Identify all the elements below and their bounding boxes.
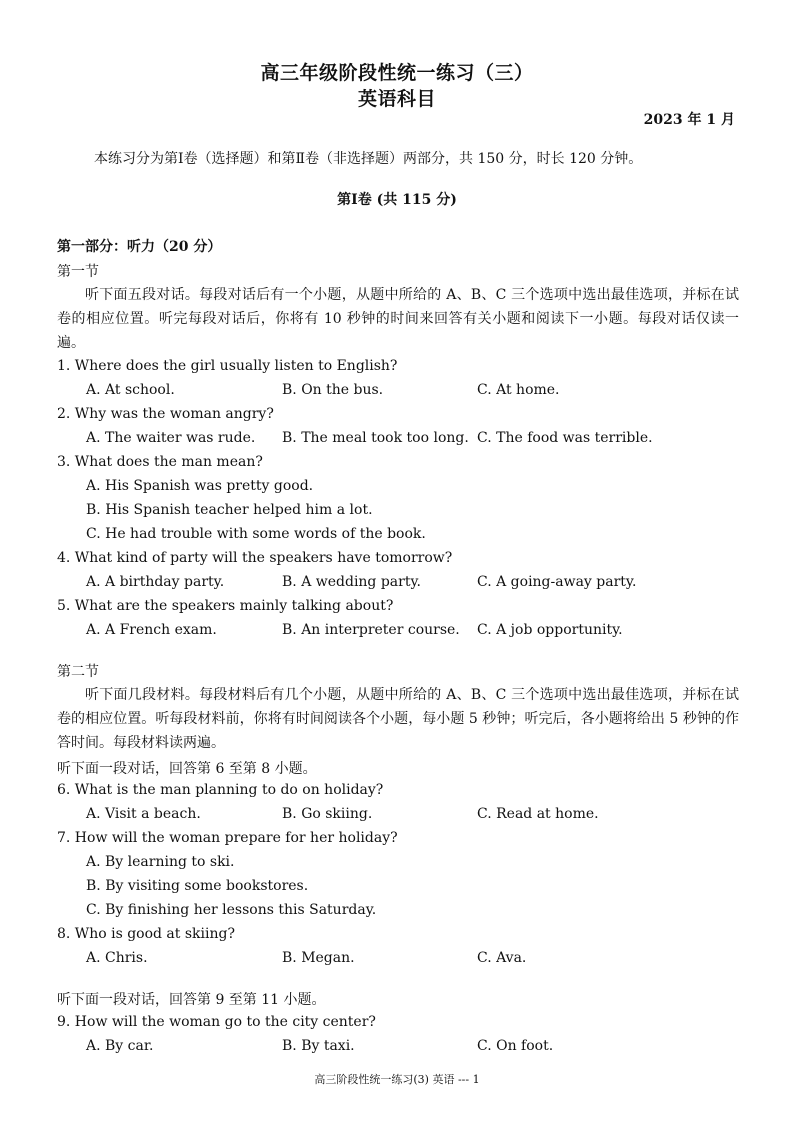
question-5-option-b: B. An interpreter course.: [282, 622, 460, 638]
exam-subject: 英语科目: [357, 88, 436, 110]
question-6-stem: 6. What is the man planning to do on holiday?: [57, 782, 384, 798]
question-1-option-b: B. On the bus.: [282, 382, 384, 398]
question-7-option-a: A. By learning to ski.: [86, 854, 235, 870]
question-2-option-c: C. The food was terrible.: [477, 430, 653, 446]
question-5-option-c: C. A job opportunity.: [477, 622, 623, 638]
section1-instructions: 听下面五段对话。每段对话后有一个小题，从题中所给的 A、B、C 三个选项中选出最佳选项，并标在试卷的相应位置。听完每段对话后，你将有 10 秒钟的时间来回答有关小题和阅读下一小题。每段对话仅读一遍。: [57, 287, 739, 351]
question-7-option-c: C. By finishing her lessons this Saturday.: [86, 902, 377, 918]
section1-label: 第一节: [57, 264, 99, 280]
question-4-option-c: C. A going-away party.: [477, 574, 637, 590]
question-7-option-b: B. By visiting some bookstores.: [86, 878, 309, 894]
question-3-option-a: A. His Spanish was pretty good.: [86, 478, 314, 494]
question-1-option-c: C. At home.: [477, 382, 560, 398]
section2-group1-note: 听下面一段对话，回答第 6 至第 8 小题。: [57, 761, 317, 777]
question-8-option-c: C. Ava.: [477, 950, 527, 966]
question-5-stem: 5. What are the speakers mainly talking about?: [57, 598, 394, 614]
exam-title: 高三年级阶段性统一练习（三）: [260, 62, 534, 84]
part1-heading: 第一部分：听力（20 分）: [57, 239, 222, 255]
question-5-option-a: A. A French exam.: [86, 622, 217, 638]
question-2-stem: 2. Why was the woman angry?: [57, 406, 274, 422]
question-1-option-a: A. At school.: [86, 382, 175, 398]
question-7-stem: 7. How will the woman prepare for her holiday?: [57, 830, 398, 846]
question-2-option-b: B. The meal took too long.: [282, 430, 469, 446]
question-1-stem: 1. Where does the girl usually listen to English?: [57, 358, 398, 374]
question-4-stem: 4. What kind of party will the speakers have tomorrow?: [57, 550, 453, 566]
exam-intro: 本练习分为第Ⅰ卷（选择题）和第Ⅱ卷（非选择题）两部分，共 150 分，时长 120 分钟。: [94, 151, 643, 167]
page-footer: 高三阶段性统一练习(3) 英语 --- 1: [314, 1073, 480, 1086]
question-3-option-c: C. He had trouble with some words of the book.: [86, 526, 426, 542]
question-9-option-a: A. By car.: [86, 1038, 154, 1054]
volume-heading: 第Ⅰ卷 (共 115 分): [337, 192, 457, 208]
question-4-option-b: B. A wedding party.: [282, 574, 421, 590]
question-6-option-b: B. Go skiing.: [282, 806, 373, 822]
question-9-option-b: B. By taxi.: [282, 1038, 355, 1054]
question-4-option-a: A. A birthday party.: [86, 574, 225, 590]
question-6-option-a: A. Visit a beach.: [86, 806, 201, 822]
question-9-option-c: C. On foot.: [477, 1038, 554, 1054]
question-3-option-b: B. His Spanish teacher helped him a lot.: [86, 502, 373, 518]
question-6-option-c: C. Read at home.: [477, 806, 599, 822]
section2-group2-note: 听下面一段对话，回答第 9 至第 11 小题。: [57, 992, 326, 1008]
section2-label: 第二节: [57, 664, 99, 680]
question-9-stem: 9. How will the woman go to the city center?: [57, 1014, 376, 1030]
question-3-stem: 3. What does the man mean?: [57, 454, 263, 470]
question-8-option-a: A. Chris.: [86, 950, 148, 966]
question-8-option-b: B. Megan.: [282, 950, 355, 966]
question-8-stem: 8. Who is good at skiing?: [57, 926, 235, 942]
section2-instructions: 听下面几段材料。每段材料后有几个小题，从题中所给的 A、B、C 三个选项中选出最佳选项，并标在试卷的相应位置。听每段材料前，你将有时间阅读各个小题，每小题 5 秒钟；听完后，各小题将给出 5 秒钟的作答时间。每段材料读两遍。: [57, 687, 739, 751]
question-2-option-a: A. The waiter was rude.: [86, 430, 256, 446]
exam-date: 2023 年 1 月: [643, 112, 735, 128]
